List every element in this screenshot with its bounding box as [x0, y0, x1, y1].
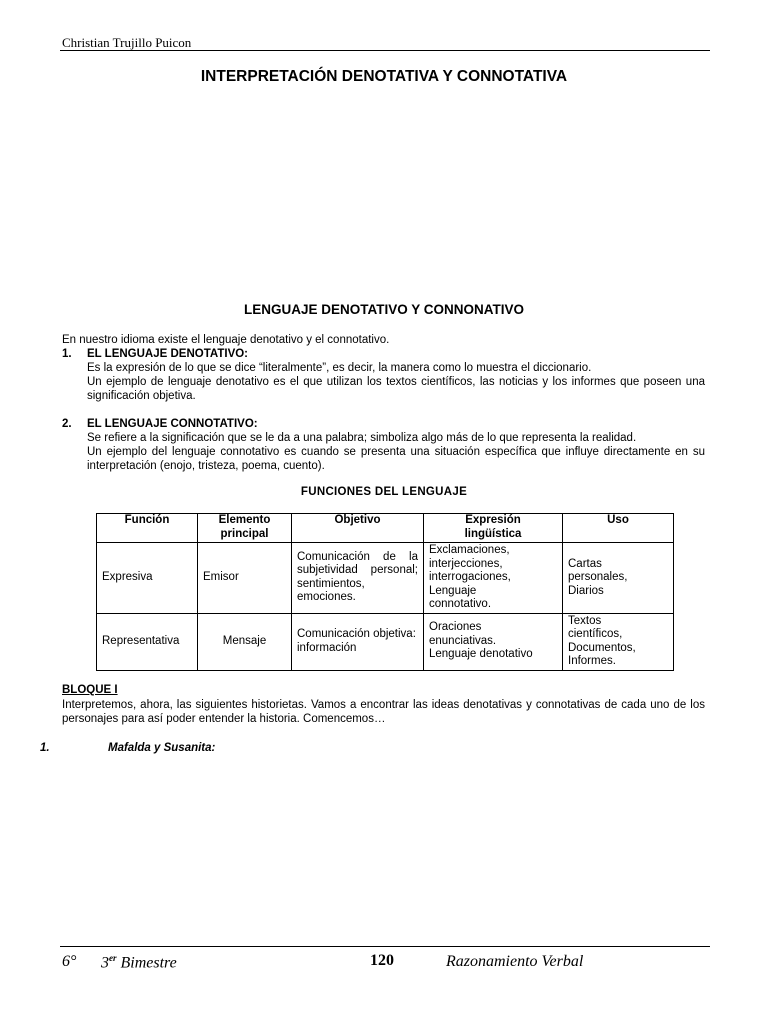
- cell-uso: [563, 613, 674, 670]
- item-number: 1.: [40, 742, 50, 754]
- cell-elemento: Emisor: [198, 543, 292, 614]
- table-header-row: [97, 514, 674, 543]
- header-rule: [60, 50, 710, 51]
- header-expresion-line1: Expresión: [465, 514, 521, 526]
- running-header-author: Christian Trujillo Puicon: [62, 35, 192, 50]
- cell-uso: [563, 543, 674, 614]
- denotativo-definition: Es la expresión de lo que se dice “literalmente”, es decir, la manera como lo muestra el diccionario.: [87, 362, 592, 374]
- cell-expresion-line: enunciativas.: [429, 634, 497, 647]
- connotativo-definition: Se refiere a la significación que se le da a una palabra; simboliza algo más de lo que representa la realidad.: [87, 432, 637, 444]
- page-number: 120: [370, 952, 394, 969]
- header-expresion-line2: lingüística: [464, 527, 522, 540]
- cell-uso-line: Informes.: [568, 655, 616, 667]
- footer-grade: 6°: [62, 953, 77, 970]
- footer-bimestre-ordinal: er: [109, 953, 117, 963]
- cell-expresion-line: Oraciones: [429, 621, 482, 634]
- cell-expresion-line: Lenguaje: [429, 584, 477, 597]
- header-uso: Uso: [563, 514, 674, 543]
- cell-objetivo: Comunicación de la subjetividad personal; sentimientos, emociones.: [292, 543, 424, 614]
- table-row: [97, 613, 674, 670]
- cell-expresion: [424, 543, 563, 614]
- cell-expresion: [424, 613, 563, 670]
- cell-uso-line: Diarios: [568, 584, 604, 597]
- cell-uso-line: Documentos,: [568, 641, 636, 654]
- cell-expresion-line: Lenguaje denotativo: [429, 648, 533, 661]
- bloque-title: BLOQUE I: [62, 684, 118, 696]
- page-title: INTERPRETACIÓN DENOTATIVA Y CONNOTATIVA: [200, 68, 568, 85]
- cell-uso-line: científicos,: [568, 628, 623, 640]
- footer-bimestre-label: Bimestre: [116, 954, 177, 972]
- connotativo-number: 2.: [62, 418, 72, 430]
- section-title: LENGUAJE DENOTATIVO Y CONNONATIVO: [243, 302, 525, 317]
- item-title: Mafalda y Susanita:: [108, 742, 216, 754]
- cell-expresion-line: connotativo.: [429, 598, 492, 610]
- footer-rule: [60, 946, 710, 947]
- cell-funcion: Representativa: [97, 613, 198, 670]
- table-title: FUNCIONES DEL LENGUAJE: [300, 486, 468, 498]
- denotativo-heading: EL LENGUAJE DENOTATIVO:: [87, 348, 249, 360]
- cell-expresion-line: interjecciones,: [429, 557, 503, 570]
- intro-text: En nuestro idioma existe el lenguaje denotativo y el connotativo.: [62, 334, 390, 346]
- connotativo-heading: EL LENGUAJE CONNOTATIVO:: [87, 418, 258, 430]
- funciones-table: [96, 513, 674, 671]
- footer-course: Razonamiento Verbal: [446, 953, 584, 970]
- footer-bimestre: [101, 953, 177, 972]
- cell-uso-line: Cartas: [568, 557, 602, 570]
- header-expresion: [424, 514, 563, 543]
- cell-objetivo: Comunicación objetiva: información: [292, 613, 424, 670]
- bloque-text: Interpretemos, ahora, las siguientes historietas. Vamos a encontrar las ideas denotativas y connotativas de cada uno de los personajes para así poder entender la historia. Comencemos…: [62, 699, 705, 725]
- denotativo-number: 1.: [62, 348, 72, 360]
- cell-uso-line: Textos: [568, 614, 602, 627]
- cell-funcion: Expresiva: [97, 543, 198, 614]
- footer-bimestre-number: 3: [101, 954, 109, 972]
- cell-elemento: Mensaje: [198, 613, 292, 670]
- header-elemento-line1: Elemento: [218, 514, 271, 526]
- table-row: [97, 543, 674, 614]
- header-elemento: [198, 514, 292, 543]
- header-objetivo: Objetivo: [292, 514, 424, 543]
- cell-expresion-line: Exclamaciones,: [429, 544, 510, 556]
- header-elemento-line2: principal: [220, 527, 269, 540]
- cell-expresion-line: interrogaciones,: [429, 571, 511, 583]
- connotativo-example: Un ejemplo del lenguaje connotativo es cuando se presenta una situación específica que influye directamente en su interpretación (enojo, tristeza, poema, cuento).: [87, 446, 705, 472]
- header-funcion: Función: [97, 514, 198, 543]
- denotativo-example: Un ejemplo de lenguaje denotativo es el que utilizan los textos científicos, las noticias y los informes que poseen una significación objetiva.: [87, 376, 705, 402]
- cell-uso-line: personales,: [568, 571, 628, 583]
